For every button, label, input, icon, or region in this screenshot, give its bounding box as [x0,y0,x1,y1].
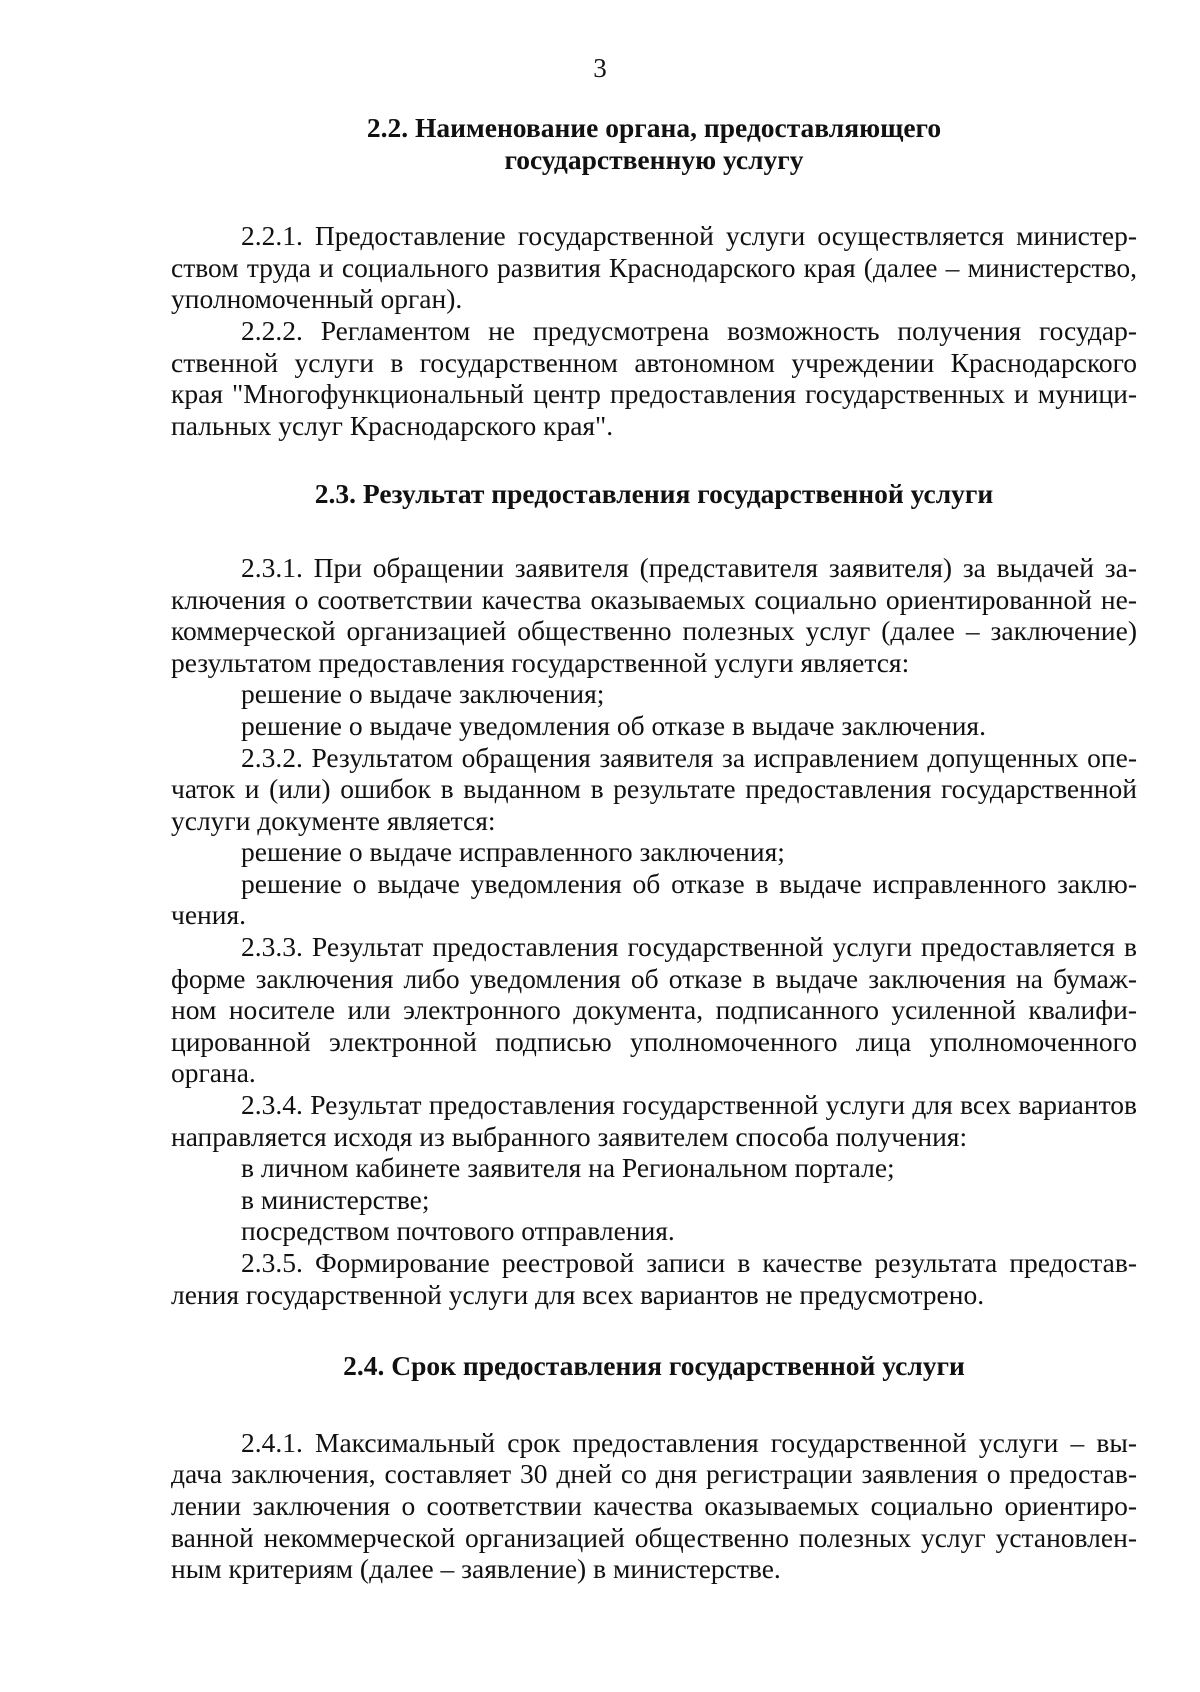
section-2-2-heading-line1: 2.2. Наименование органа, предоставляющего [366,112,942,143]
document-body [171,112,1137,1585]
paragraph-2-3-5: 2.3.5. Формирование реестровой записи в качестве результата предоставления государственной услуги для всех вариантов не предусмотрено. [171,1247,1137,1310]
paragraph-2-4-1: 2.4.1. Максимальный срок предоставления государственной услуги – выдача заключения, составляет 30 дней со дня регистрации заявления о предоставлении заключения о соответствии качества оказываемых социально ориентированной некоммерческой организацией общественно полезных услуг установленным критериям (далее – заявление) в министерстве. [171,1426,1137,1585]
page-number: 3 [593,53,607,83]
paragraph-2-3-1: 2.3.1. При обращении заявителя (представителя заявителя) за выдачей заключения о соответствии качества оказываемых социально ориентированной некоммерческой организацией общественно полезных услуг (далее – заключение) результатом предоставления государственной услуги является: [171,551,1137,678]
paragraph-2-2-1: 2.2.1. Предоставление государственной услуги осуществляется министерством труда и социального развития Краснодарского края (далее – министерство, уполномоченный орган). [171,220,1137,315]
list-item: в министерстве; [241,1183,430,1215]
list-item: решение о выдаче заключения; [241,678,605,710]
list-item: решение о выдаче уведомления об отказе в выдаче заключения. [241,709,986,741]
list-item: посредством почтового отправления. [241,1215,675,1247]
list-item-wrapped: решение о выдаче уведомления об отказе в выдаче исправленного заключения. [171,867,1137,931]
section-2-2-heading-line2: государственную услугу [504,143,804,175]
paragraph-2-3-2: 2.3.2. Результатом обращения заявителя за исправлением допущенных опечаток и (или) ошибок в выданном в результате предоставления государственной услуги документе является: [171,741,1137,836]
section-2-3-heading: 2.3. Результат предоставления государственной услуги [314,478,994,510]
paragraph-2-3-3: 2.3.3. Результат предоставления государственной услуги предоставляется в форме заключения либо уведомления об отказе в выдаче заключения на бумажном носителе или электронного документа, подписанного усиленной квалифицированной электронной подписью уполномоченного лица уполномоченного органа. [171,931,1137,1089]
list-item: решение о выдаче исправленного заключения; [241,836,785,868]
section-2-4-heading: 2.4. Срок предоставления государственной услуги [343,1350,965,1382]
list-item: в личном кабинете заявителя на Региональном портале; [241,1152,895,1184]
section-2-2-heading [171,112,1137,175]
paragraph-2-2-2: 2.2.2. Регламентом не предусмотрена возможность получения государственной услуги в государственном автономном учреждении Краснодарского края "Многофункциональный центр предоставления государственных и муниципальных услуг Краснодарского края". [171,314,1137,441]
paragraph-2-3-4: 2.3.4. Результат предоставления государственной услуги для всех вариантов направляется исходя из выбранного заявителем способа получения: [171,1089,1137,1152]
